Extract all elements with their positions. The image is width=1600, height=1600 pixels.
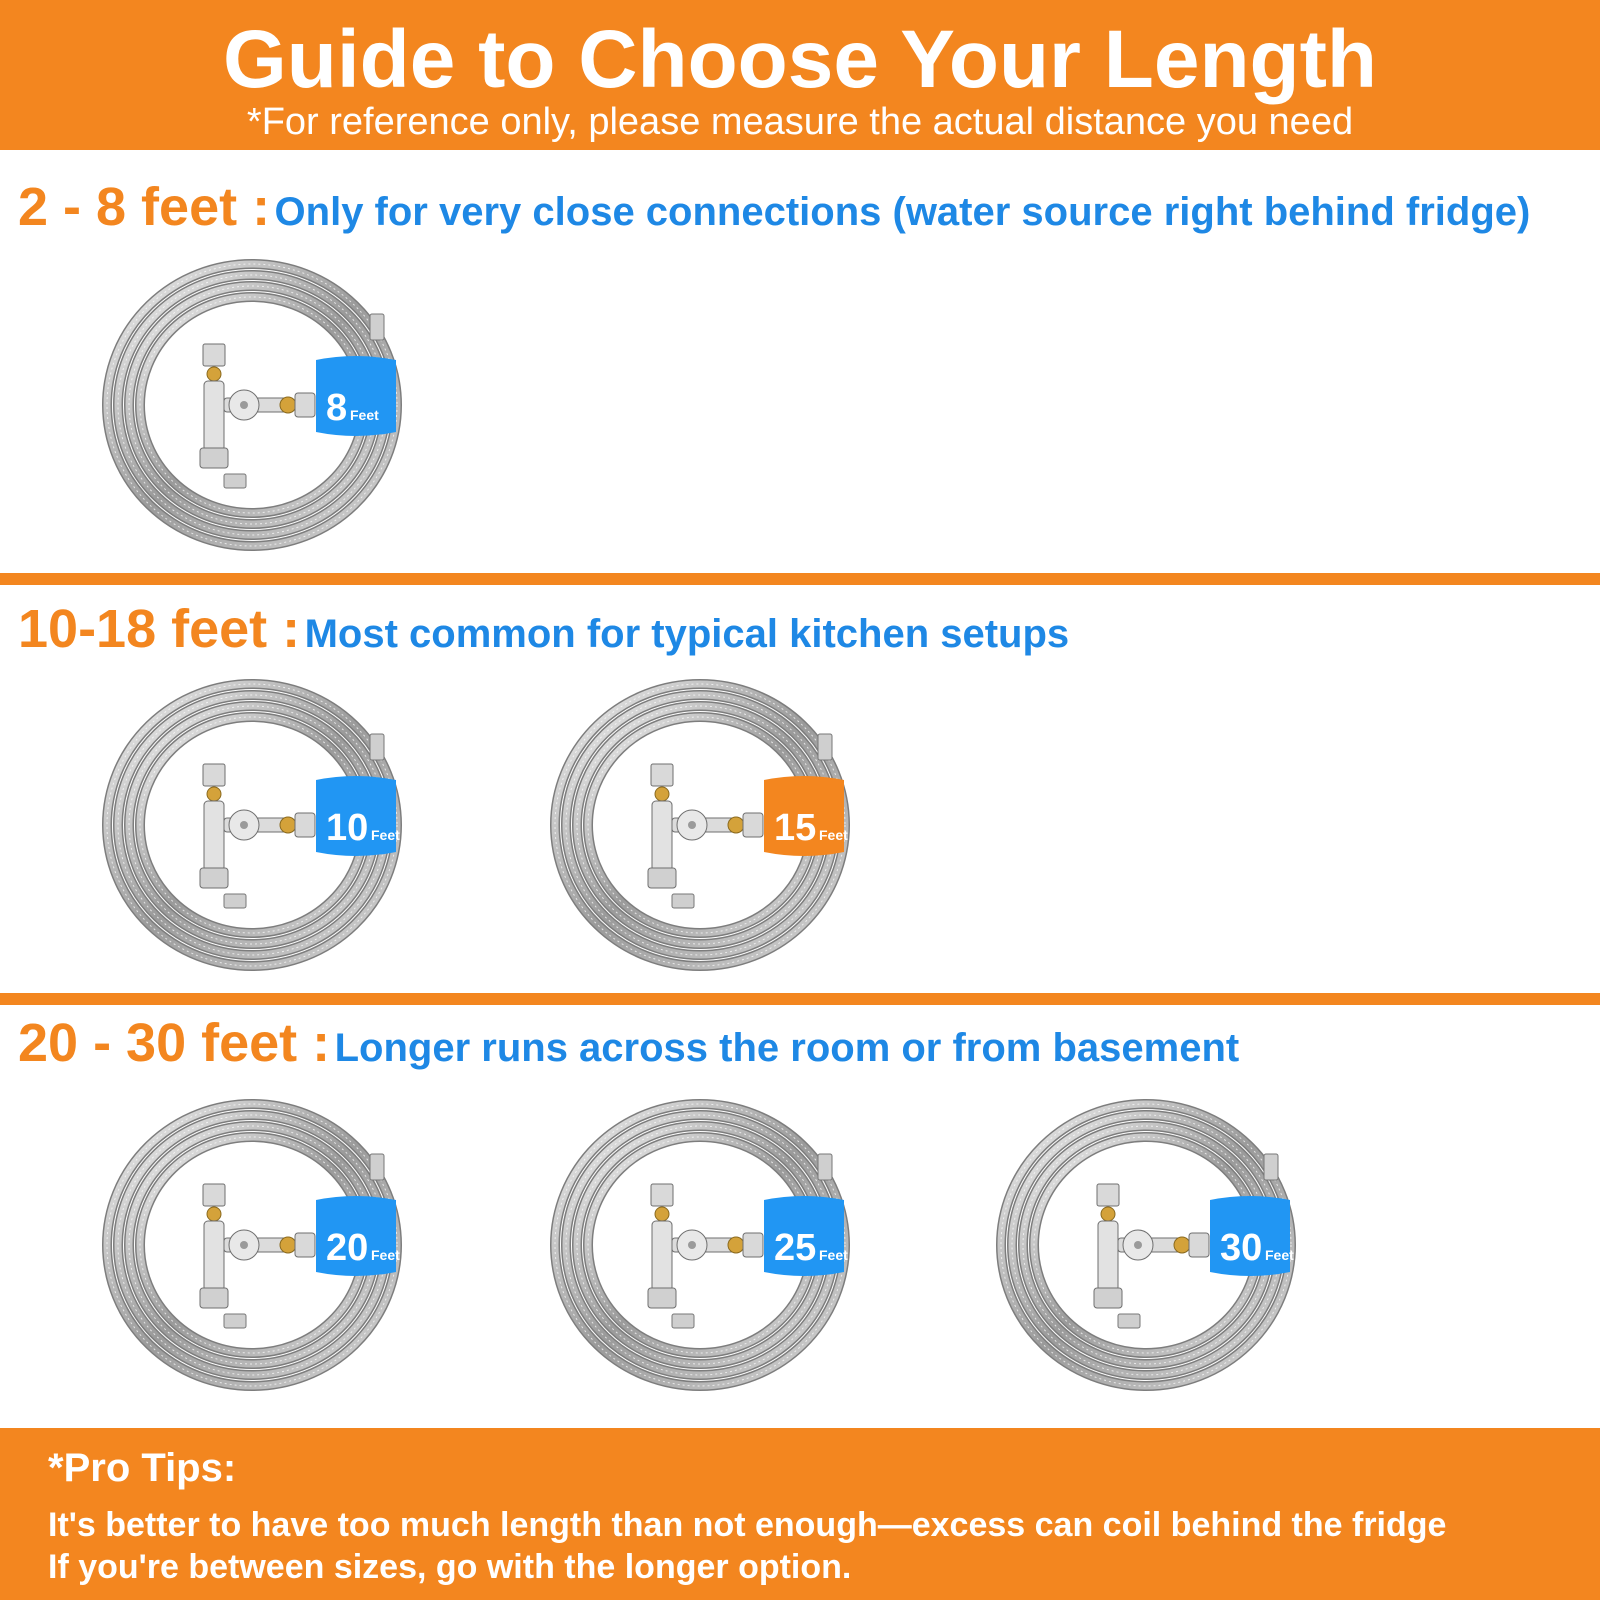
section-description: Most common for typical kitchen setups: [304, 612, 1070, 656]
hose-product-15ft[interactable]: [548, 668, 858, 978]
page-subtitle: *For reference only, please measure the actual distance you need: [246, 101, 1354, 143]
hose-end-fitting: [818, 1154, 832, 1180]
length-number: 20: [326, 1227, 369, 1269]
length-unit: Feet: [371, 827, 400, 843]
hose-end-fitting: [1264, 1154, 1278, 1180]
shutoff-valve-icon: [648, 1184, 763, 1308]
hose-product-8ft[interactable]: [100, 248, 410, 558]
hose-end-fitting: [224, 1314, 246, 1328]
hose-end-fitting: [672, 894, 694, 908]
header-banner: [0, 0, 1600, 150]
hose-end-fitting: [370, 734, 384, 760]
section-range: 10-18 feet :: [18, 599, 301, 659]
section-description: Longer runs across the room or from basement: [334, 1026, 1240, 1070]
length-unit: Feet: [819, 1247, 848, 1263]
section-description: Only for very close connections (water source right behind fridge): [274, 190, 1531, 234]
pro-tips-banner: [0, 1428, 1600, 1600]
length-unit: Feet: [371, 1247, 400, 1263]
hose-end-fitting: [370, 314, 384, 340]
hose-coil-graphic: [548, 668, 858, 978]
hose-end-fitting: [1118, 1314, 1140, 1328]
section-heading-short: [18, 176, 1530, 238]
length-tag-badge: [316, 356, 396, 436]
hose-end-fitting: [224, 474, 246, 488]
hose-coil-graphic: [994, 1088, 1304, 1398]
hose-end-fitting: [672, 1314, 694, 1328]
section-heading-long: [18, 1012, 1239, 1074]
hose-end-fitting: [818, 734, 832, 760]
hose-coil-graphic: [548, 1088, 858, 1398]
hose-product-30ft[interactable]: [994, 1088, 1304, 1398]
shutoff-valve-icon: [1094, 1184, 1209, 1308]
section-range: 20 - 30 feet :: [18, 1013, 331, 1073]
shutoff-valve-icon: [200, 344, 315, 468]
hose-coil-graphic: [100, 1088, 410, 1398]
length-unit: Feet: [819, 827, 848, 843]
pro-tips-title: *Pro Tips:: [48, 1446, 237, 1490]
length-unit: Feet: [1265, 1247, 1294, 1263]
hose-end-fitting: [224, 894, 246, 908]
hose-end-fitting: [370, 1154, 384, 1180]
hose-product-20ft[interactable]: [100, 1088, 410, 1398]
shutoff-valve-icon: [648, 764, 763, 888]
length-tag-badge: [316, 1196, 400, 1276]
length-tag-badge: [1210, 1196, 1294, 1276]
hose-product-25ft[interactable]: [548, 1088, 858, 1398]
section-range: 2 - 8 feet :: [18, 177, 271, 237]
hose-coil-graphic: [100, 248, 410, 558]
section-heading-medium: [18, 598, 1069, 660]
section-divider: [0, 573, 1600, 585]
length-number: 8: [326, 387, 348, 429]
length-number: 30: [1220, 1227, 1263, 1269]
shutoff-valve-icon: [200, 1184, 315, 1308]
length-number: 25: [774, 1227, 817, 1269]
pro-tip-1: It's better to have too much length than not enough—excess can coil behind the fridge: [48, 1506, 1447, 1544]
length-tag-badge: [764, 776, 848, 856]
length-tag-badge: [764, 1196, 848, 1276]
hose-product-10ft[interactable]: [100, 668, 410, 978]
pro-tip-2: If you're between sizes, go with the longer option.: [48, 1548, 852, 1586]
page-title: Guide to Choose Your Length: [222, 14, 1378, 105]
length-tag-badge: [316, 776, 400, 856]
hose-coil-graphic: [100, 668, 410, 978]
length-unit: Feet: [350, 407, 379, 423]
shutoff-valve-icon: [200, 764, 315, 888]
section-divider: [0, 993, 1600, 1005]
length-number: 15: [774, 807, 817, 849]
length-number: 10: [326, 807, 369, 849]
